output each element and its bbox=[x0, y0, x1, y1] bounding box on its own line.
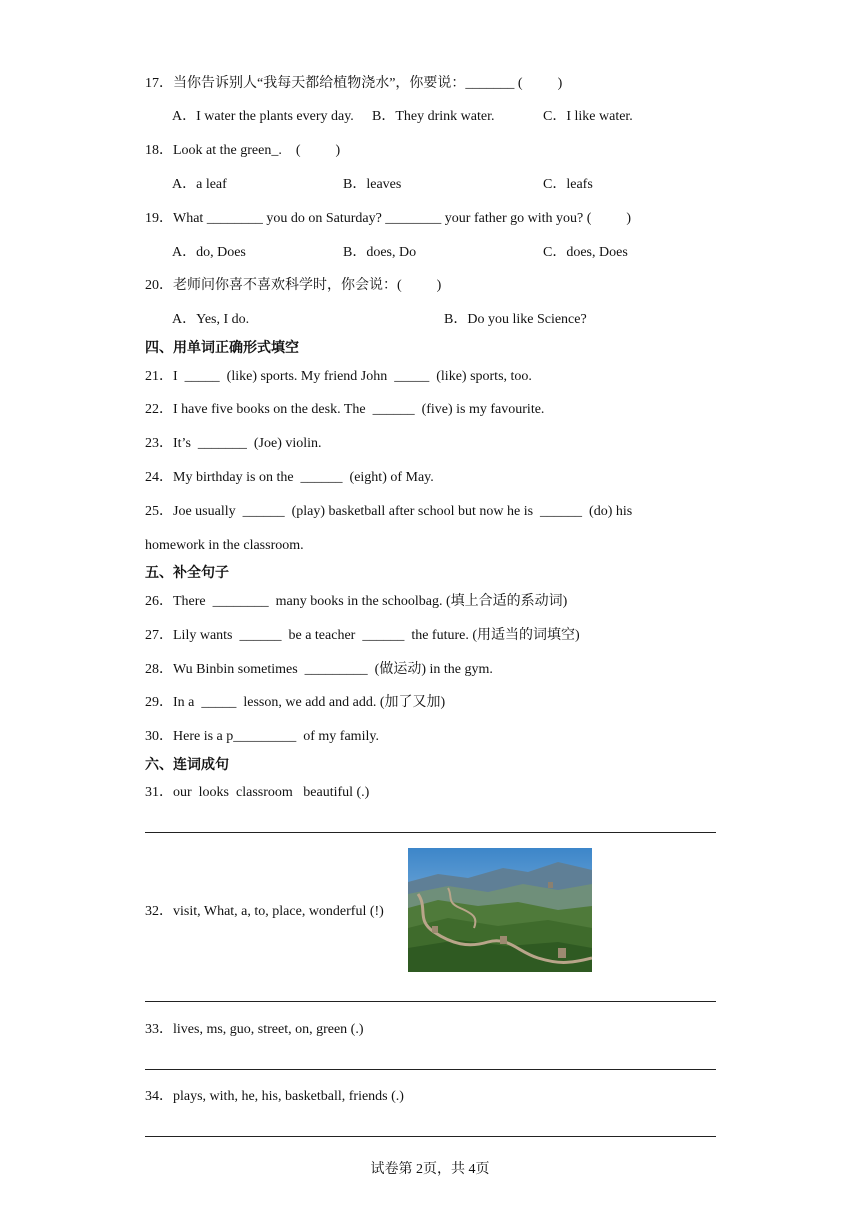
question-34: 34．plays, with, he, his, basketball, friends (.) bbox=[145, 1089, 404, 1104]
question-20-option-a[interactable]: A．Yes, I do. bbox=[172, 312, 250, 327]
question-17-option-a[interactable]: A．I water the plants every day. bbox=[172, 109, 354, 124]
question-28: 28．Wu Binbin sometimes _________ (做运动) in the gym. bbox=[145, 662, 493, 677]
question-22: 22．I have five books on the desk. The ______ (five) is my favourite. bbox=[145, 402, 545, 417]
answer-line-33[interactable] bbox=[145, 1069, 716, 1070]
question-17-option-c[interactable]: C．I like water. bbox=[543, 109, 633, 124]
question-26: 26．There ________ many books in the schoolbag. (填上合适的系动词) bbox=[145, 594, 568, 609]
page-footer: 试卷第 2页，共 4页 bbox=[370, 1162, 490, 1177]
question-20-option-b[interactable]: B．Do you like Science? bbox=[444, 312, 587, 327]
question-27: 27．Lily wants ______ be a teacher ______ the future. (用适当的词填空) bbox=[145, 628, 580, 643]
question-19-option-c[interactable]: C．does, Does bbox=[543, 245, 628, 260]
question-18-option-a[interactable]: A．a leaf bbox=[172, 177, 227, 192]
question-17-option-b[interactable]: B．They drink water. bbox=[372, 109, 495, 124]
answer-line-32[interactable] bbox=[145, 1001, 716, 1002]
question-23: 23．It’s _______ (Joe) violin. bbox=[145, 436, 322, 451]
question-19-stem: 19．What ________ you do on Saturday? ________ your father go with you? ( ) bbox=[145, 211, 632, 226]
question-25-line-2: homework in the classroom. bbox=[145, 538, 304, 553]
question-18-stem: 18．Look at the green_. ( ) bbox=[145, 143, 341, 158]
question-19-option-b[interactable]: B．does, Do bbox=[343, 245, 417, 260]
question-18-option-c[interactable]: C．leafs bbox=[543, 177, 593, 192]
question-20-stem: 20．老师问你喜不喜欢科学时，你会说：( ) bbox=[145, 278, 442, 293]
question-25-line-1: 25．Joe usually ______ (play) basketball after school but now he is ______ (do) his bbox=[145, 504, 633, 519]
section-6-title: 六、连词成句 bbox=[145, 757, 229, 773]
question-31: 31．our looks classroom beautiful (.) bbox=[145, 785, 370, 800]
question-30: 30．Here is a p_________ of my family. bbox=[145, 729, 379, 744]
question-17-stem: 17．当你告诉别人“我每天都给植物浇水”，你要说：_______ ( ) bbox=[145, 76, 563, 91]
answer-line-34[interactable] bbox=[145, 1136, 716, 1137]
question-33: 33．lives, ms, guo, street, on, green (.) bbox=[145, 1022, 364, 1037]
answer-line-31[interactable] bbox=[145, 832, 716, 833]
question-18-option-b[interactable]: B．leaves bbox=[343, 177, 402, 192]
question-19-option-a[interactable]: A．do, Does bbox=[172, 245, 246, 260]
section-5-title: 五、补全句子 bbox=[145, 565, 229, 581]
great-wall-photo bbox=[408, 848, 592, 972]
question-21: 21．I _____ (like) sports. My friend John _____ (like) sports, too. bbox=[145, 369, 532, 384]
question-32: 32．visit, What, a, to, place, wonderful (!) bbox=[145, 904, 384, 919]
question-24: 24．My birthday is on the ______ (eight) of May. bbox=[145, 470, 434, 485]
question-29: 29．In a _____ lesson, we add and add. (加了又加) bbox=[145, 695, 446, 710]
section-4-title: 四、用单词正确形式填空 bbox=[145, 340, 299, 356]
